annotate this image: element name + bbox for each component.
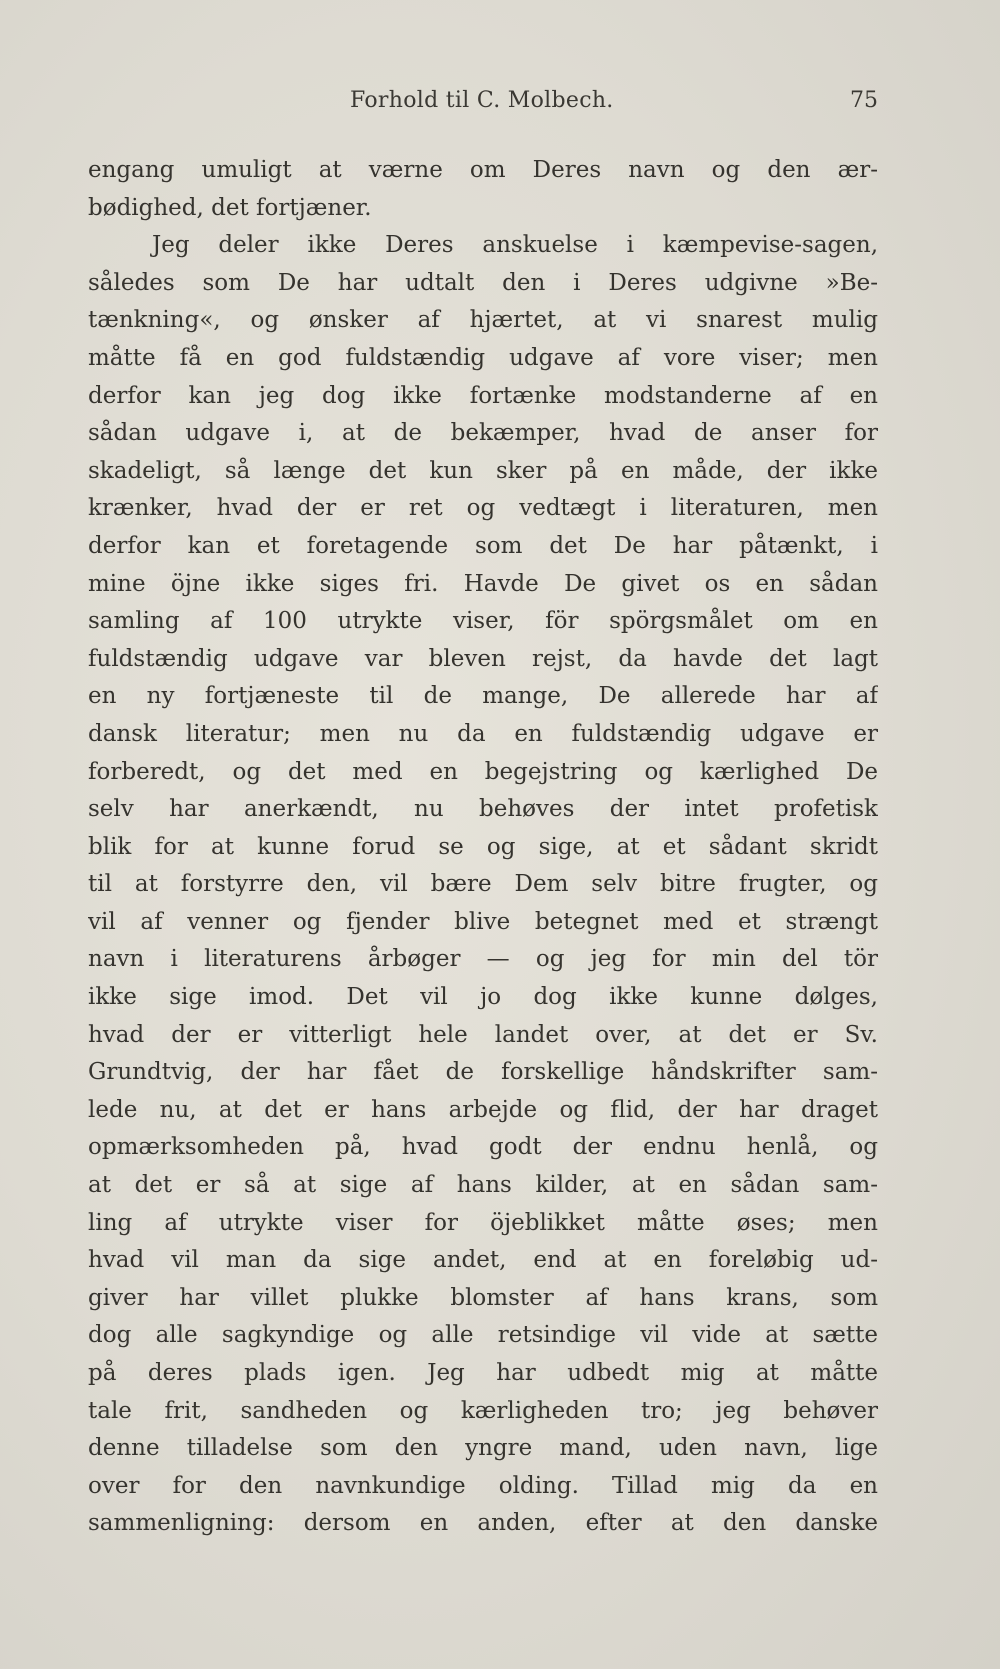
text-line: forberedt, og det med en begejstring og kærlighed De — [88, 758, 878, 785]
text-line: skadeligt, så længe det kun sker på en måde, der ikke — [88, 457, 878, 484]
text-line: fuldstændig udgave var bleven rejst, da havde det lagt — [88, 645, 878, 672]
running-title: Forhold til C. Molbech. — [350, 88, 614, 113]
text-line: navn i literaturens årbøger — og jeg for min del tör — [88, 946, 878, 973]
text-line: at det er så at sige af hans kilder, at en sådan sam- — [88, 1172, 878, 1199]
text-line: Jeg deler ikke Deres anskuelse i kæmpevise-sagen, — [152, 232, 878, 259]
text-line: således som De har udtalt den i Deres udgivne »Be- — [88, 269, 878, 296]
text-line: derfor kan et foretagende som det De har påtænkt, i — [88, 532, 878, 559]
text-line: vil af venner og fjender blive betegnet med et strængt — [88, 908, 878, 935]
page-number: 75 — [850, 88, 878, 113]
text-line: hvad der er vitterligt hele landet over, at det er Sv. — [88, 1021, 878, 1048]
text-line: sådan udgave i, at de bekæmper, hvad de anser for — [88, 420, 878, 447]
text-line: lede nu, at det er hans arbejde og flid, der har draget — [88, 1096, 878, 1123]
text-line: opmærksomheden på, hvad godt der endnu henlå, og — [88, 1134, 878, 1161]
text-line: krænker, hvad der er ret og vedtægt i literaturen, men — [88, 495, 878, 522]
text-line: denne tilladelse som den yngre mand, uden navn, lige — [88, 1435, 878, 1462]
text-line: bødighed, det fortjæner. — [88, 194, 372, 221]
text-line: over for den navnkundige olding. Tillad mig da en — [88, 1472, 878, 1499]
text-line: mine öjne ikke siges fri. Havde De givet os en sådan — [88, 570, 878, 597]
text-line: samling af 100 utrykte viser, för spörgsmålet om en — [88, 608, 878, 635]
body-text — [88, 152, 878, 1543]
text-line: måtte få en god fuldstændig udgave af vore viser; men — [88, 344, 878, 371]
text-line: derfor kan jeg dog ikke fortænke modstanderne af en — [88, 382, 878, 409]
text-line: giver har villet plukke blomster af hans krans, som — [88, 1284, 878, 1311]
text-line: tale frit, sandheden og kærligheden tro; jeg behøver — [88, 1397, 878, 1424]
text-line: tænkning«, og ønsker af hjærtet, at vi snarest mulig — [88, 307, 878, 334]
text-line: på deres plads igen. Jeg har udbedt mig at måtte — [88, 1360, 878, 1386]
text-line: til at forstyrre den, vil bære Dem selv bitre frugter, og — [88, 871, 878, 898]
text-line: sammenligning: dersom en anden, efter at den danske — [88, 1510, 878, 1537]
page-header — [88, 88, 878, 122]
text-line: Grundtvig, der har fået de forskellige håndskrifter sam- — [88, 1059, 878, 1086]
text-line: ikke sige imod. Det vil jo dog ikke kunne dølges, — [88, 984, 878, 1011]
text-line: en ny fortjæneste til de mange, De allerede har af — [88, 683, 878, 710]
text-line: blik for at kunne forud se og sige, at et sådant skridt — [88, 833, 878, 860]
text-line: dog alle sagkyndige og alle retsindige vil vide at sætte — [88, 1322, 878, 1349]
text-line: dansk literatur; men nu da en fuldstændig udgave er — [88, 720, 878, 747]
text-line: ling af utrykte viser for öjeblikket måtte øses; men — [88, 1209, 878, 1236]
text-line: engang umuligt at værne om Deres navn og den ær- — [88, 157, 878, 183]
text-line: hvad vil man da sige andet, end at en foreløbig ud- — [88, 1247, 878, 1274]
text-line: selv har anerkændt, nu behøves der intet profetisk — [88, 796, 878, 823]
